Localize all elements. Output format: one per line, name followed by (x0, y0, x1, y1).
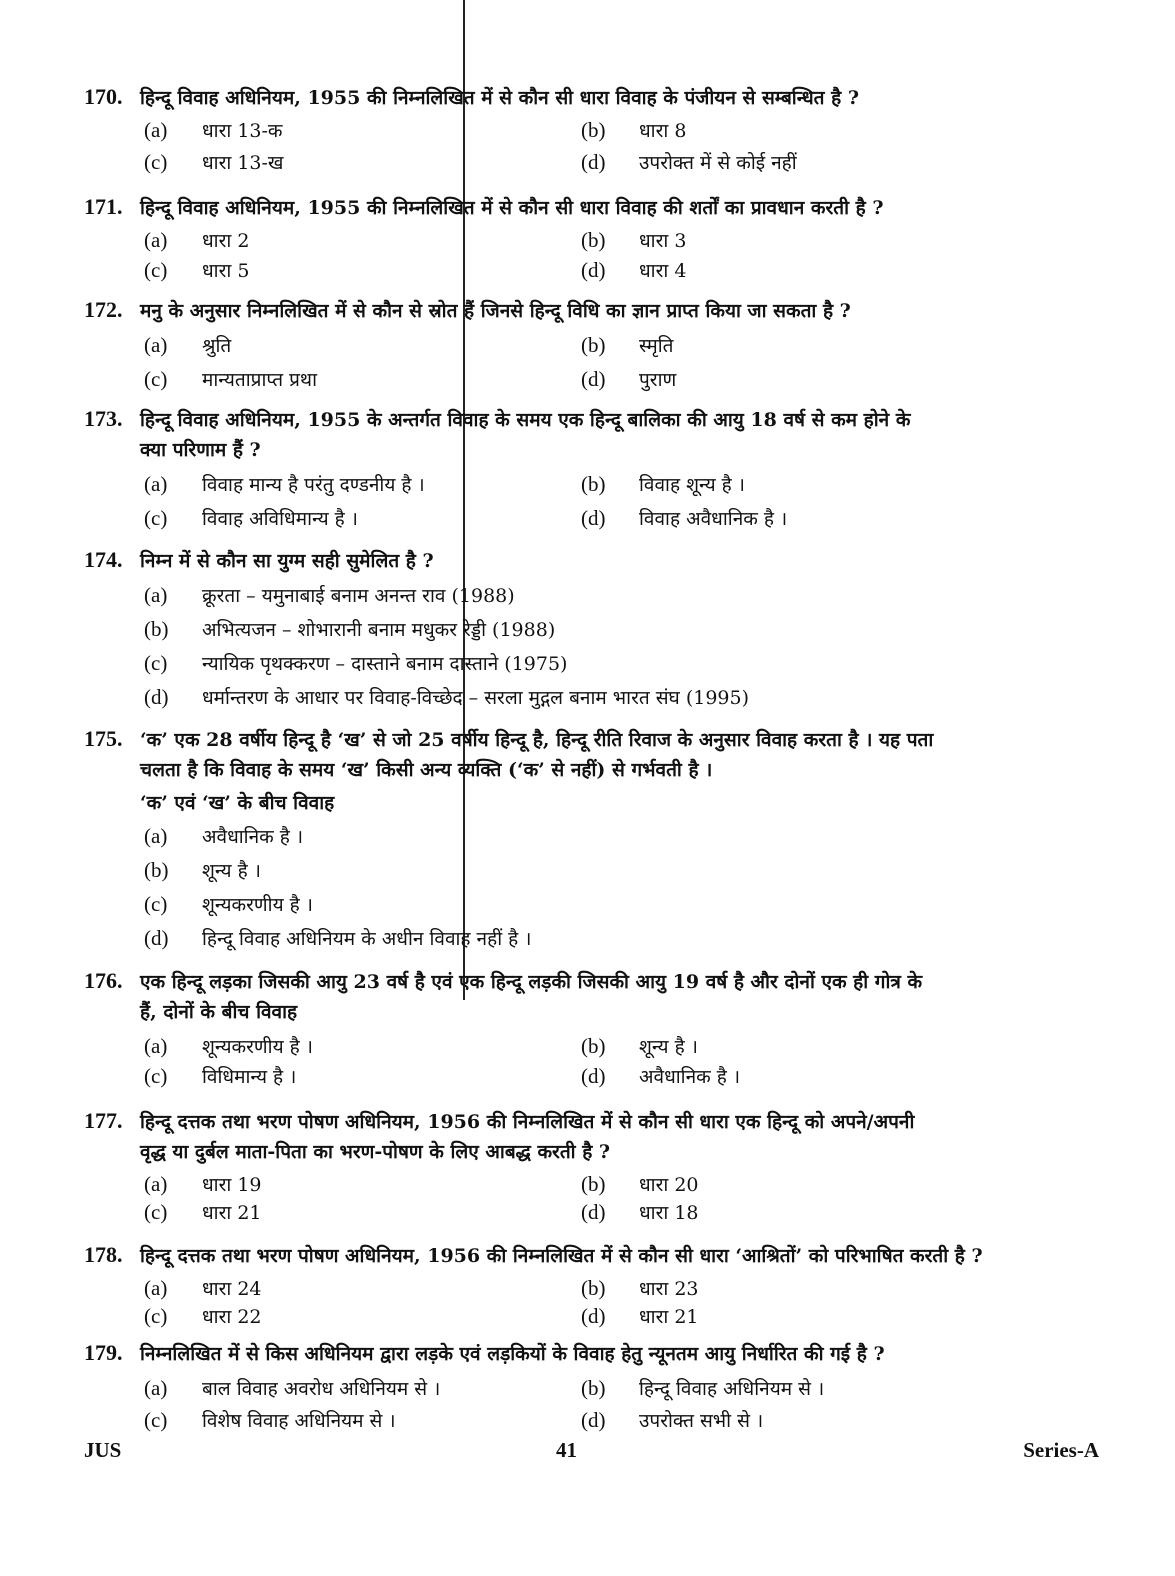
question-number: 177. (84, 1108, 123, 1133)
option-d: (d) उपरोक्त में से कोई नहीं (581, 150, 797, 174)
question-number: 173. (84, 406, 123, 431)
question-text-cont: चलता है कि विवाह के समय ‘ख’ किसी अन्य व्यक्ति (‘क’ से नहीं) से गर्भवती है । (140, 759, 713, 781)
question-text: हिन्दू विवाह अधिनियम, 1955 की निम्नलिखित में से कौन सी धारा विवाह के पंजीयन से सम्बन्धित है ? (140, 87, 859, 109)
option-c: (c) शून्यकरणीय है । (144, 892, 313, 916)
question-179 (84, 1338, 1055, 1435)
option-a: (a) धारा 19 (144, 1172, 262, 1196)
option-c: (c) धारा 5 (144, 258, 250, 282)
option-b: (b) शून्य है । (581, 1034, 698, 1058)
question-number: 172. (84, 297, 123, 322)
option-a: (a) क्रूरता – यमुनाबाई बनाम अनन्त राव (1988) (144, 583, 515, 607)
option-b: (b) अभित्यजन – शोभारानी बनाम मधुकर रेड्डी (1988) (144, 617, 556, 641)
option-d: (d) अवैधानिक है । (581, 1064, 741, 1088)
paper-code: JUS (84, 1438, 122, 1462)
option-b: (b) धारा 8 (581, 118, 687, 142)
question-177 (84, 1106, 1055, 1229)
option-c: (c) धारा 22 (144, 1304, 262, 1328)
page-footer (84, 1438, 1099, 1468)
option-a: (a) श्रुति (144, 333, 232, 357)
question-text-cont: वृद्ध या दुर्बल माता-पिता का भरण-पोषण के लिए आबद्ध करती है ? (140, 1141, 611, 1163)
question-176 (84, 966, 1055, 1091)
question-text-cont: ‘क’ एवं ‘ख’ के बीच विवाह (140, 792, 335, 814)
option-b: (b) स्मृति (581, 333, 674, 357)
question-174 (84, 545, 1055, 712)
question-number: 170. (84, 84, 123, 109)
question-text: हिन्दू दत्तक तथा भरण पोषण अधिनियम, 1956 की निम्नलिखित में से कौन सी धारा ‘आश्रितों’ को परिभाषित करती है ? (140, 1245, 983, 1267)
option-c: (c) विधिमान्य है । (144, 1064, 297, 1088)
question-number: 176. (84, 968, 123, 993)
question-number: 179. (84, 1340, 123, 1365)
question-170 (84, 82, 1055, 177)
option-b: (b) विवाह शून्य है । (581, 472, 746, 496)
option-c: (c) धारा 13-ख (144, 150, 284, 174)
question-text: एक हिन्दू लड़का जिसकी आयु 23 वर्ष है एवं एक हिन्दू लड़की जिसकी आयु 19 वर्ष है और दोनों एक ही गोत्र के (140, 971, 923, 993)
option-b: (b) हिन्दू विवाह अधिनियम से । (581, 1376, 825, 1400)
option-a: (a) अवैधानिक है । (144, 824, 304, 848)
option-a: (a) बाल विवाह अवरोध अधिनियम से । (144, 1376, 441, 1400)
option-b: (b) धारा 20 (581, 1172, 699, 1196)
option-b: (b) धारा 3 (581, 228, 687, 252)
option-d: (d) उपरोक्त सभी से । (581, 1408, 764, 1432)
question-text-cont: क्या परिणाम हैं ? (140, 439, 261, 461)
option-c: (c) न्यायिक पृथक्करण – दास्ताने बनाम दास्ताने (1975) (144, 651, 568, 675)
option-a: (a) धारा 24 (144, 1276, 262, 1300)
question-178 (84, 1240, 1055, 1333)
option-d: (d) विवाह अवैधानिक है । (581, 506, 788, 530)
option-d: (d) धारा 18 (581, 1200, 699, 1224)
question-text: ‘क’ एक 28 वर्षीय हिन्दू है ‘ख’ से जो 25 वर्षीय हिन्दू है, हिन्दू रीति रिवाज के अनुसार विवाह करता है । यह पता (140, 729, 934, 751)
option-c: (c) धारा 21 (144, 1200, 262, 1224)
option-a: (a) विवाह मान्य है परंतु दण्डनीय है । (144, 472, 425, 496)
question-text: हिन्दू दत्तक तथा भरण पोषण अधिनियम, 1956 की निम्नलिखित में से कौन सी धारा एक हिन्दू को अपने/अपनी (140, 1111, 915, 1133)
question-number: 178. (84, 1242, 123, 1267)
option-d: (d) धारा 4 (581, 258, 687, 282)
option-a: (a) शून्यकरणीय है । (144, 1034, 313, 1058)
question-175 (84, 724, 1055, 957)
question-number: 171. (84, 194, 123, 219)
option-d: (d) धारा 21 (581, 1304, 699, 1328)
question-text: निम्नलिखित में से किस अधिनियम द्वारा लड़के एवं लड़कियों के विवाह हेतु न्यूनतम आयु निर्धारित की गई है ? (140, 1343, 885, 1365)
option-a: (a) धारा 2 (144, 228, 250, 252)
page-number: 41 (556, 1438, 577, 1462)
option-d: (d) हिन्दू विवाह अधिनियम के अधीन विवाह नहीं है । (144, 926, 532, 950)
question-text: हिन्दू विवाह अधिनियम, 1955 के अन्तर्गत विवाह के समय एक हिन्दू बालिका की आयु 18 वर्ष से कम होने के (140, 409, 911, 431)
question-text: मनु के अनुसार निम्नलिखित में से कौन से स्रोत हैं जिनसे हिन्दू विधि का ज्ञान प्राप्त किया जा सकता है ? (140, 300, 851, 322)
option-d: (d) पुराण (581, 367, 677, 391)
option-a: (a) धारा 13-क (144, 118, 283, 142)
question-171 (84, 192, 1055, 287)
series-label: Series-A (1023, 1438, 1099, 1462)
question-173 (84, 404, 1055, 535)
question-text: निम्न में से कौन सा युग्म सही सुमेलित है ? (140, 550, 434, 572)
question-text-cont: हैं, दोनों के बीच विवाह (140, 1001, 298, 1023)
option-c: (c) विशेष विवाह अधिनियम से । (144, 1408, 396, 1432)
option-b: (b) धारा 23 (581, 1276, 699, 1300)
option-c: (c) मान्यताप्राप्त प्रथा (144, 367, 317, 391)
option-b: (b) शून्य है । (144, 858, 261, 882)
question-number: 174. (84, 547, 123, 572)
option-d: (d) धर्मान्तरण के आधार पर विवाह-विच्छेद – सरला मुद्गल बनाम भारत संघ (1995) (144, 685, 750, 709)
question-172 (84, 295, 1055, 396)
question-number: 175. (84, 726, 123, 751)
option-c: (c) विवाह अविधिमान्य है । (144, 506, 358, 530)
question-text: हिन्दू विवाह अधिनियम, 1955 की निम्नलिखित में से कौन सी धारा विवाह की शर्तों का प्रावधान करती है ? (140, 197, 884, 219)
